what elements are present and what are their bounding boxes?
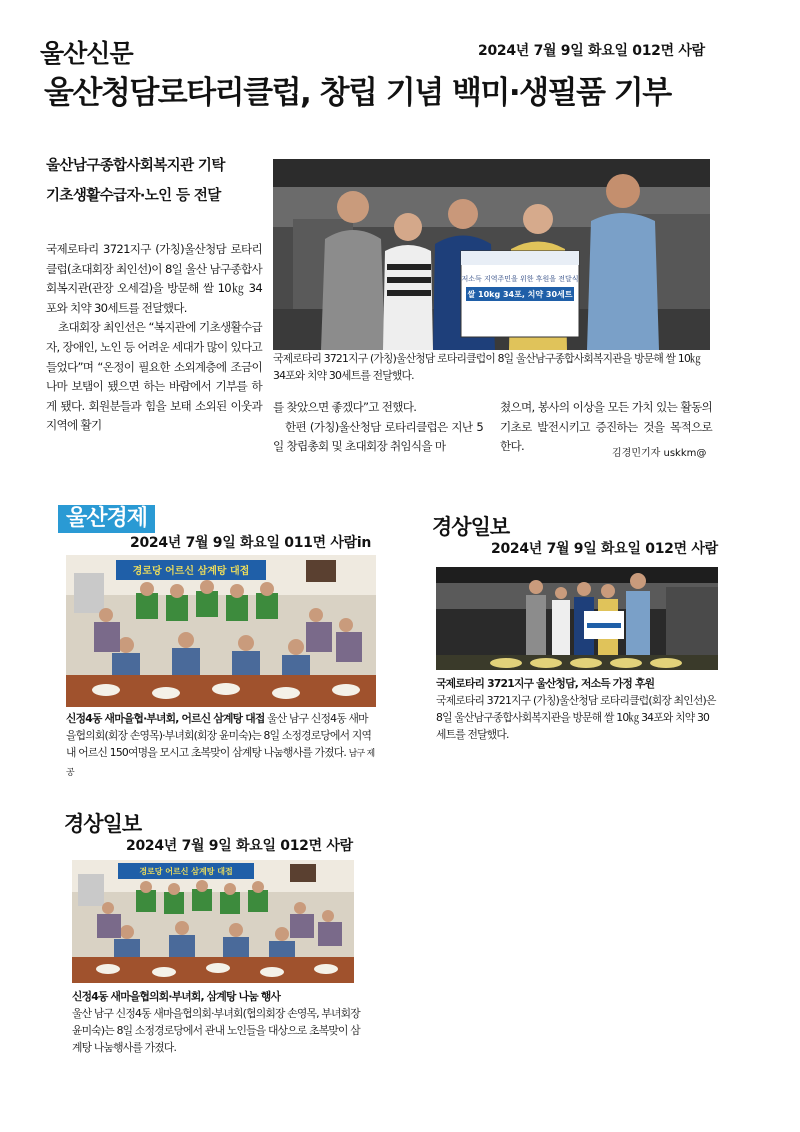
dateline-main: 2024년 7월 9일 화요일 012면 사람: [478, 43, 705, 59]
publication-kyungsang-ilbo-2: 경상일보: [64, 812, 142, 836]
paragraph: 초대회장 최인선은 “복지관에 기초생활수급자, 장애인, 노인 등 어려운 세대가 많이 있다고 들었다”며 “온정이 필요한 소외계층에 조금이나마 보탬이 됐으면 하는 바람에서 기부를 하게 됐다. 회원분들과 힘을 보태 소외된 이웃과 지역에 활기: [46, 320, 262, 433]
subhead-line-2: 기초생활수급자·노인 등 전달: [46, 188, 221, 204]
headline-main: 울산청담로타리클럽, 창립 기념 백미·생필품 기부: [44, 75, 671, 111]
paragraph: 한편 (가칭)울산청담 로타리클럽은 지난 5일 창립총회 및 초대회장 취임식을 마: [273, 419, 483, 454]
banner-text-gs: 경로당 어르신 삼계탕 대접: [139, 867, 233, 876]
photo-samgyetang-event-gs: [72, 860, 354, 983]
caption-body: 울산 남구 신정4동 새마을협의회·부녀회(협의회장 손영목, 부녀회장 윤미숙)는 8일 소정경로당에서 관내 노인들을 대상으로 초복맞이 삼계탕 나눔행사를 가졌다.: [72, 1007, 360, 1054]
photo-caption-main: 국제로타리 3721지구 (가칭)울산청담 로타리클럽이 8일 울산남구종합사회복지관을 방문해 쌀 10㎏ 34포와 치약 30세트를 전달했다.: [273, 352, 701, 382]
caption-body: 국제로타리 3721지구 (가칭)울산청담 로타리클럽(회장 최인선)은 8일 울산남구종합사회복지관을 방문해 쌀 10㎏ 34포와 치약 30세트를 전달했다.: [436, 694, 716, 741]
photo-rotary-donation-gs: [436, 567, 718, 670]
photo-credit: 남구 제공: [66, 749, 375, 778]
photo-samgyetang-event-ue: [66, 555, 376, 707]
byline-reporter: 김경민기자 uskkm@: [612, 448, 707, 459]
publication-ulsan-kyungje: 울산경제: [58, 505, 155, 533]
caption-body: 울산 남구 신정4동 새마을협의회(회장 손영목)·부녀회(회장 윤미숙)는 8일 소정경로당에서 지역내 어르신 150여명을 모시고 초복맞이 삼계탕 나눔행사를 가졌다.: [66, 712, 372, 759]
caption-ulsan-kyungje: [66, 710, 376, 782]
paragraph: 쳤으며, 봉사의 이상을 모든 가치 있는 활동의 기초로 발전시키고 증진하는 것을 목적으로 한다.: [500, 400, 712, 454]
dateline-kyungsang-ilbo-2: 2024년 7월 9일 화요일 012면 사람: [126, 838, 353, 854]
subhead-block: [46, 151, 266, 211]
article-column-2: [273, 398, 483, 457]
article-column-1: [46, 240, 262, 436]
dateline-kyungsang-ilbo-1: 2024년 7월 9일 화요일 012면 사람: [491, 541, 718, 557]
placard-line-2: 쌀 10kg 34포, 치약 30세트: [467, 290, 573, 299]
placard-line-1: 저소득 지역주민을 위한 후원을 전달식: [461, 275, 579, 283]
caption-kyungsang-ilbo-1: [436, 675, 718, 743]
publication-ulsan-shinmun: 울산신문: [40, 39, 133, 68]
caption-title: 신정4동 새마을협·부녀회, 어르신 삼계탕 대접: [66, 712, 265, 725]
caption-title: 신정4동 새마을협의회·부녀회, 삼계탕 나눔 행사: [72, 990, 281, 1003]
subhead-line-1: 울산남구종합사회복지관 기탁: [46, 158, 225, 174]
paragraph: 국제로타리 3721지구 (가칭)울산청담 로타리클럽(초대회장 최인선)이 8일 울산 남구종합사회복지관(관장 오세걸)을 방문해 쌀 10㎏ 34포와 치약 30세트를 전달했다.: [46, 242, 262, 315]
paragraph: 를 찾았으면 좋겠다”고 전했다.: [273, 400, 417, 414]
banner-text-ue: 경로당 어르신 삼계탕 대접: [132, 566, 250, 577]
caption-kyungsang-ilbo-2: [72, 988, 362, 1056]
photo-rotary-donation: [273, 159, 710, 350]
caption-title: 국제로타리 3721지구 울산청담, 저소득 가정 후원: [436, 677, 655, 690]
publication-kyungsang-ilbo-1: 경상일보: [432, 515, 510, 539]
dateline-ulsan-kyungje: 2024년 7월 9일 화요일 011면 사람in: [130, 535, 372, 551]
